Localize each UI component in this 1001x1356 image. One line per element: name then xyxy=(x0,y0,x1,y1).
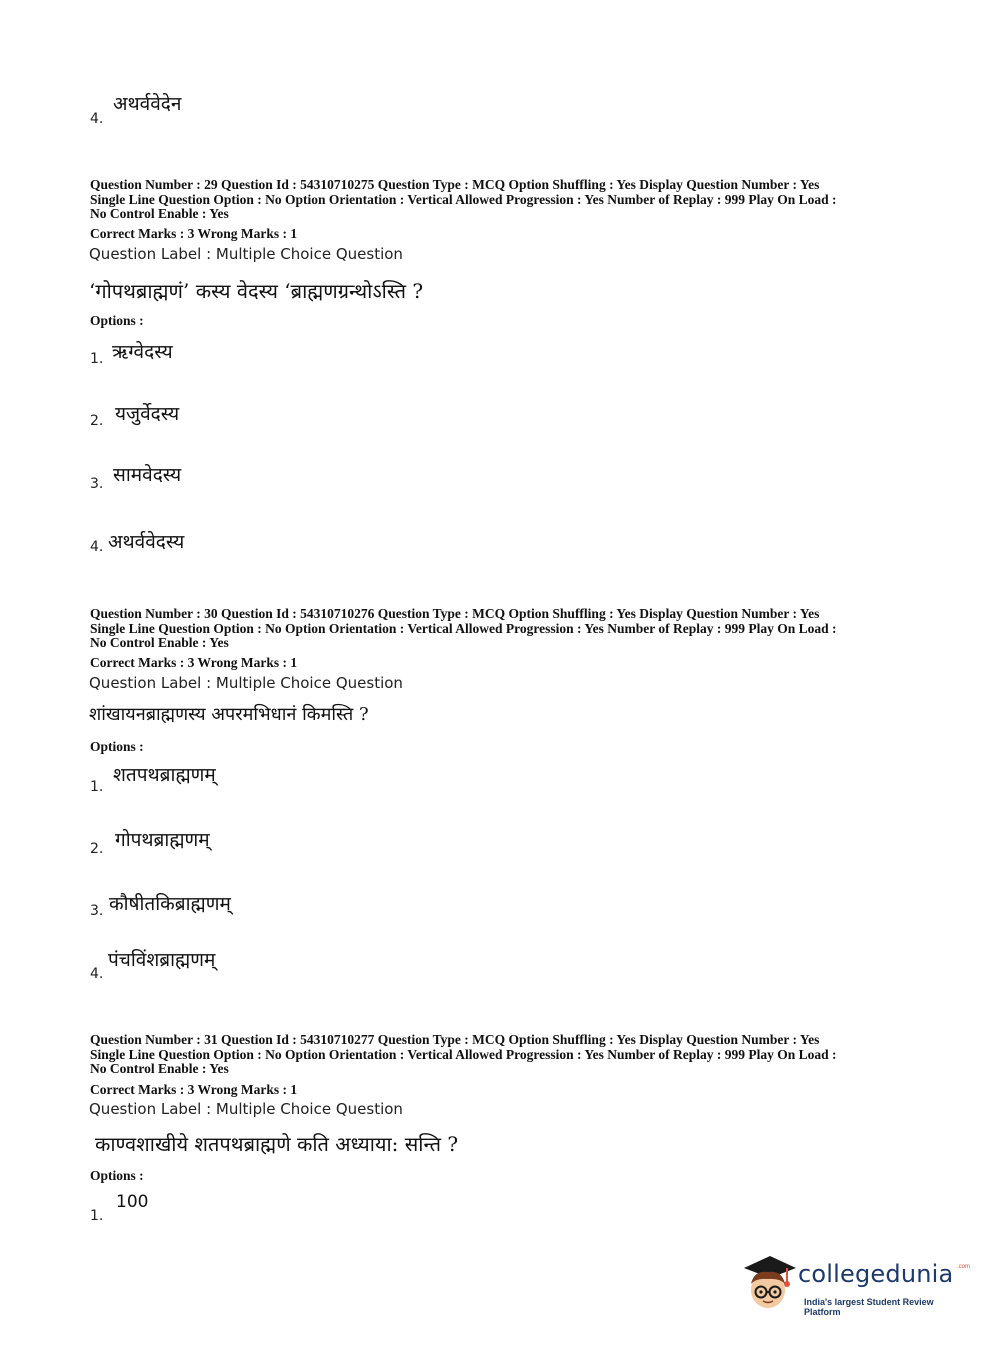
options-heading: Options : xyxy=(90,1168,144,1183)
meta-line: Single Line Question Option : No Option Orientation : Vertical Allowed Progression : Yes Number of Replay : 999 Play On Load : xyxy=(90,620,837,636)
question-meta xyxy=(90,178,920,222)
logo-suffix: .com xyxy=(957,1264,971,1270)
option-text: शतपथब्राह्मणम् xyxy=(113,764,216,786)
option-number: 3. xyxy=(90,476,104,492)
meta-line: Question Number : 29 Question Id : 54310710275 Question Type : MCQ Option Shuffling : Yes Display Question Number : Yes xyxy=(90,177,820,192)
option-number: 1. xyxy=(90,351,104,367)
question-text: काण्वशाखीये शतपथब्राह्मणे कति अध्याया: सन्ति ? xyxy=(95,1132,459,1156)
options-heading: Options : xyxy=(90,739,144,754)
option-number: 3. xyxy=(90,903,104,919)
question-marks: Correct Marks : 3 Wrong Marks : 1 xyxy=(90,1082,298,1097)
option-text: गोपथब्राह्मणम् xyxy=(115,829,210,851)
option-number: 4. xyxy=(90,539,104,555)
meta-line: Question Number : 30 Question Id : 54310710276 Question Type : MCQ Option Shuffling : Yes Display Question Number : Yes xyxy=(90,606,820,621)
option-number: 4. xyxy=(90,966,104,982)
question-meta xyxy=(90,607,920,651)
meta-line: Single Line Question Option : No Option Orientation : Vertical Allowed Progression : Yes Number of Replay : 999 Play On Load : xyxy=(90,191,837,207)
option-text: अथर्ववेदस्य xyxy=(108,531,185,553)
question-text: शांखायनब्राह्मणस्य अपरमभिधानं किमस्ति ? xyxy=(89,704,369,725)
question-meta xyxy=(90,1033,920,1077)
question-label: Question Label : Multiple Choice Question xyxy=(89,674,403,692)
meta-line: No Control Enable : Yes xyxy=(90,206,229,221)
logo-tagline: India's largest Student Review Platform xyxy=(804,1297,934,1317)
option-number: 2. xyxy=(90,413,104,429)
option-text: 100 xyxy=(116,1192,149,1212)
logo-wordmark: collegedunia xyxy=(798,1260,954,1288)
collegedunia-logo xyxy=(740,1250,971,1317)
option-text: कौषीतकिब्राह्मणम् xyxy=(109,893,231,915)
option-text: सामवेदस्य xyxy=(113,464,182,486)
question-label: Question Label : Multiple Choice Question xyxy=(89,245,403,263)
meta-line: Single Line Question Option : No Option Orientation : Vertical Allowed Progression : Yes Number of Replay : 999 Play On Load : xyxy=(90,1046,837,1062)
option-number: 4. xyxy=(90,111,104,127)
question-marks: Correct Marks : 3 Wrong Marks : 1 xyxy=(90,226,298,241)
meta-line: No Control Enable : Yes xyxy=(90,635,229,650)
question-text: ‘गोपथब्राह्मणं’ कस्य वेदस्य ‘ब्राह्मणग्रन्थोऽस्ति ? xyxy=(89,279,424,303)
option-text: ऋग्वेदस्य xyxy=(112,341,173,363)
options-heading: Options : xyxy=(90,313,144,328)
question-marks: Correct Marks : 3 Wrong Marks : 1 xyxy=(90,655,298,670)
option-text: यजुर्वेदस्य xyxy=(115,403,180,425)
option-number: 2. xyxy=(90,841,104,857)
option-number: 1. xyxy=(90,1208,104,1224)
mascot-icon xyxy=(740,1250,800,1312)
option-text: पंचविंशब्राह्मणम् xyxy=(108,949,216,971)
meta-line: No Control Enable : Yes xyxy=(90,1061,229,1076)
question-label: Question Label : Multiple Choice Question xyxy=(89,1100,403,1118)
option-number: 1. xyxy=(90,779,104,795)
meta-line: Question Number : 31 Question Id : 54310710277 Question Type : MCQ Option Shuffling : Yes Display Question Number : Yes xyxy=(90,1032,820,1047)
option-text: अथर्ववेदेन xyxy=(113,93,182,115)
